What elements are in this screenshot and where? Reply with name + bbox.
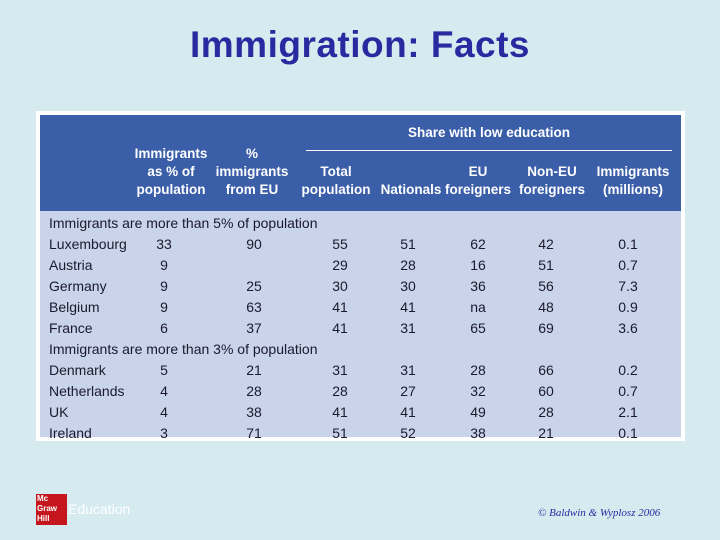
header-share-low-education: Share with low education (407, 125, 571, 140)
eu-cell: 71 (246, 425, 262, 441)
nat-cell: 30 (400, 278, 416, 294)
country-cell: Germany (49, 278, 107, 294)
header-nationals: Nationals (380, 182, 442, 197)
country-cell: France (49, 320, 93, 336)
eu-cell: 21 (246, 362, 262, 378)
header-immigrants-pct: Immigrants as % of population (134, 146, 208, 197)
mil-cell: 7.3 (618, 278, 638, 294)
noneu-cell: 66 (538, 362, 554, 378)
table-row (40, 402, 681, 423)
mil-cell: 0.2 (618, 362, 638, 378)
header-eu-foreigners: EU foreigners (444, 164, 512, 197)
header-immigrants-millions: Immigrants (millions) (596, 164, 670, 197)
noneu-cell: 21 (538, 425, 554, 441)
nat-cell: 28 (400, 257, 416, 273)
euf-cell: na (470, 299, 486, 315)
country-cell: Ireland (49, 425, 92, 441)
euf-cell: 32 (470, 383, 486, 399)
noneu-cell: 48 (538, 299, 554, 315)
pct-cell: 9 (160, 257, 168, 273)
pct-cell: 5 (160, 362, 168, 378)
eu-cell: 37 (246, 320, 262, 336)
table-body (40, 211, 681, 441)
euf-cell: 16 (470, 257, 486, 273)
mil-cell: 0.7 (618, 257, 638, 273)
table-row (40, 318, 681, 339)
euf-cell: 36 (470, 278, 486, 294)
eu-cell: 63 (246, 299, 262, 315)
copyright-credit: © Baldwin & Wyplosz 2006 (538, 507, 661, 519)
table-row (40, 423, 681, 444)
eu-cell: 25 (246, 278, 262, 294)
pct-cell: 3 (160, 425, 168, 441)
total-cell: 30 (332, 278, 348, 294)
noneu-cell: 42 (538, 236, 554, 252)
country-cell: Netherlands (49, 383, 125, 399)
eu-cell: 90 (246, 236, 262, 252)
section-label: Immigrants are more than 3% of population (49, 341, 318, 357)
euf-cell: 62 (470, 236, 486, 252)
page-title: Immigration: Facts (190, 24, 530, 65)
total-cell: 41 (332, 299, 348, 315)
total-cell: 31 (332, 362, 348, 378)
nat-cell: 31 (400, 320, 416, 336)
eu-cell: 28 (246, 383, 262, 399)
eu-cell: 38 (246, 404, 262, 420)
mil-cell: 2.1 (618, 404, 638, 420)
nat-cell: 51 (400, 236, 416, 252)
pct-cell: 6 (160, 320, 168, 336)
total-cell: 51 (332, 425, 348, 441)
education-label: Education (68, 501, 131, 517)
euf-cell: 49 (470, 404, 486, 420)
table-row (40, 297, 681, 318)
noneu-cell: 56 (538, 278, 554, 294)
table-row (40, 234, 681, 255)
pct-cell: 4 (160, 383, 168, 399)
section-label: Immigrants are more than 5% of population (49, 215, 318, 231)
noneu-cell: 51 (538, 257, 554, 273)
euf-cell: 38 (470, 425, 486, 441)
total-cell: 41 (332, 320, 348, 336)
header-pct-from-eu: % immigrants from EU (215, 146, 289, 197)
pct-cell: 9 (160, 278, 168, 294)
mil-cell: 3.6 (618, 320, 638, 336)
table-row (40, 276, 681, 297)
total-cell: 28 (332, 383, 348, 399)
nat-cell: 41 (400, 404, 416, 420)
section-row (40, 339, 681, 360)
noneu-cell: 60 (538, 383, 554, 399)
table-header (40, 115, 681, 211)
euf-cell: 65 (470, 320, 486, 336)
nat-cell: 52 (400, 425, 416, 441)
header-noneu-foreigners: Non-EU foreigners (518, 164, 586, 197)
total-cell: 55 (332, 236, 348, 252)
section-row (40, 213, 681, 234)
nat-cell: 27 (400, 383, 416, 399)
nat-cell: 31 (400, 362, 416, 378)
mil-cell: 0.9 (618, 299, 638, 315)
noneu-cell: 69 (538, 320, 554, 336)
mcgraw-hill-logo: Mc Graw Hill (36, 494, 67, 525)
euf-cell: 28 (470, 362, 486, 378)
table-row (40, 255, 681, 276)
mil-cell: 0.1 (618, 236, 638, 252)
header-total-population: Total population (301, 164, 371, 197)
header-group-divider (306, 150, 672, 151)
country-cell: Denmark (49, 362, 106, 378)
country-cell: Luxembourg (49, 236, 127, 252)
mil-cell: 0.7 (618, 383, 638, 399)
pct-cell: 33 (156, 236, 172, 252)
total-cell: 29 (332, 257, 348, 273)
country-cell: UK (49, 404, 69, 420)
total-cell: 41 (332, 404, 348, 420)
country-cell: Austria (49, 257, 93, 273)
pct-cell: 9 (160, 299, 168, 315)
pct-cell: 4 (160, 404, 168, 420)
noneu-cell: 28 (538, 404, 554, 420)
mil-cell: 0.1 (618, 425, 638, 441)
data-table (36, 111, 685, 441)
nat-cell: 41 (400, 299, 416, 315)
table-row (40, 360, 681, 381)
table-row (40, 381, 681, 402)
country-cell: Belgium (49, 299, 100, 315)
